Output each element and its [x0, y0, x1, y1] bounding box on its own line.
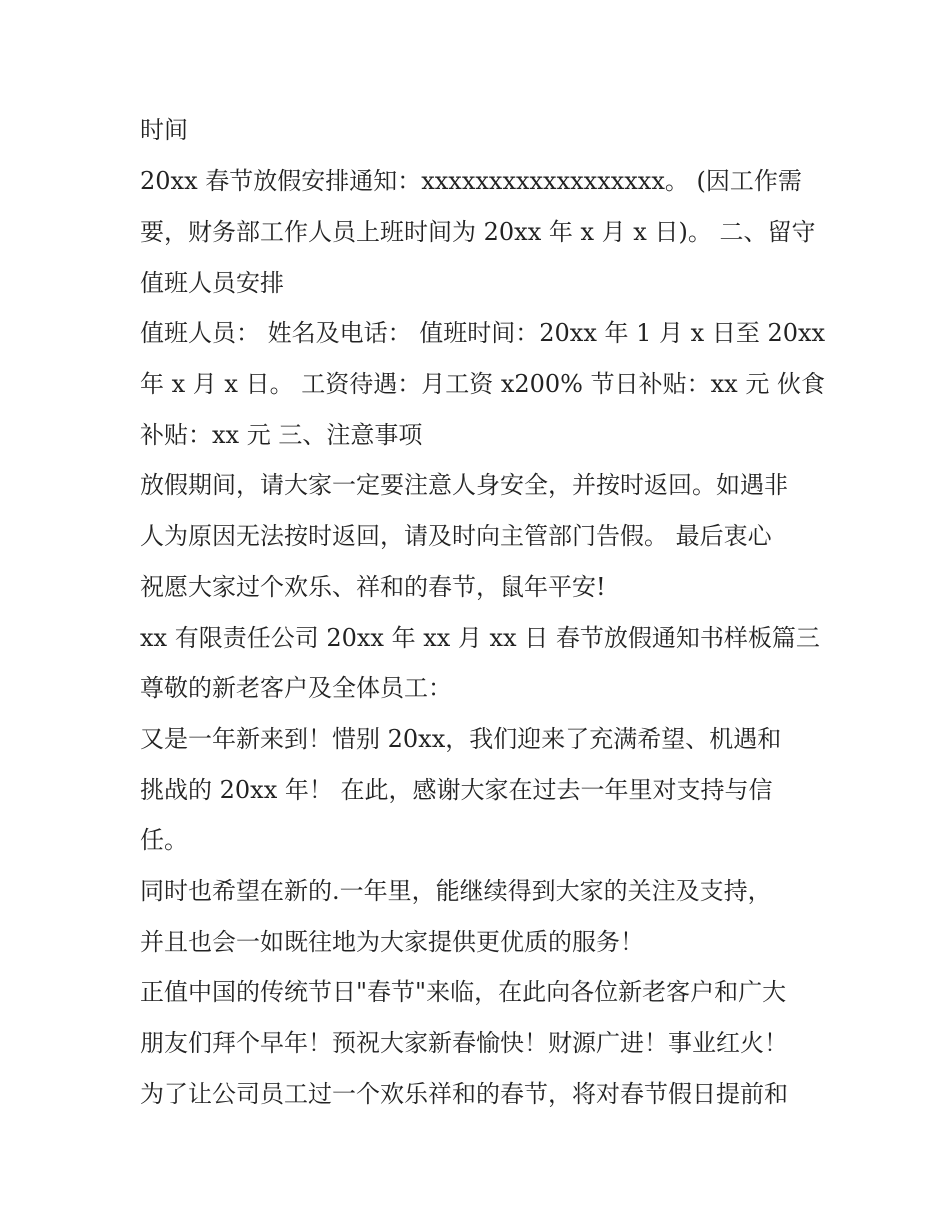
text-line: 祝愿大家过个欢乐、祥和的春节，鼠年平安!	[140, 573, 606, 601]
text-line: 挑战的 20xx 年！ 在此，感谢大家在过去一年里对支持与信	[140, 776, 773, 804]
text-line: 值班人员安排	[140, 269, 284, 297]
text-line: 并且也会一如既往地为大家提供更优质的服务！	[140, 928, 644, 956]
text-line: 朋友们拜个早年！预祝大家新春愉快！财源广进！事业红火！	[140, 1029, 788, 1057]
text-line: xx 有限责任公司 20xx 年 xx 月 xx 日 春节放假通知书样板篇三	[140, 624, 820, 652]
text-line: 为了让公司员工过一个欢乐祥和的春节，将对春节假日提前和	[140, 1080, 788, 1108]
text-line: 年 x 月 x 日。 工资待遇：月工资 x200% 节日补贴：xx 元 伙食	[140, 370, 825, 398]
text-line: 任。	[140, 826, 188, 854]
text-line: 时间	[140, 116, 188, 144]
text-line: 要，财务部工作人员上班时间为 20xx 年 x 月 x 日)。 二、留守	[140, 218, 816, 246]
text-line: 又是一年新来到！惜别 20xx，我们迎来了充满希望、机遇和	[140, 725, 782, 753]
text-line: 值班人员： 姓名及电话： 值班时间：20xx 年 1 月 x 日至 20xx	[140, 319, 826, 347]
text-line: 同时也希望在新的.一年里，能继续得到大家的关注及支持，	[140, 877, 772, 905]
text-line: 人为原因无法按时返回，请及时向主管部门告假。 最后衷心	[140, 522, 772, 550]
text-line: 放假期间，请大家一定要注意人身安全，并按时返回。如遇非	[140, 471, 788, 499]
text-line: 正值中国的传统节日"春节"来临，在此向各位新老客户和广大	[140, 978, 787, 1006]
text-line: 尊敬的新老客户及全体员工：	[140, 674, 452, 702]
text-line: 补贴：xx 元 三、注意事项	[140, 421, 423, 449]
text-line: 20xx 春节放假安排通知：xxxxxxxxxxxxxxxxxx。 (因工作需	[140, 167, 802, 195]
